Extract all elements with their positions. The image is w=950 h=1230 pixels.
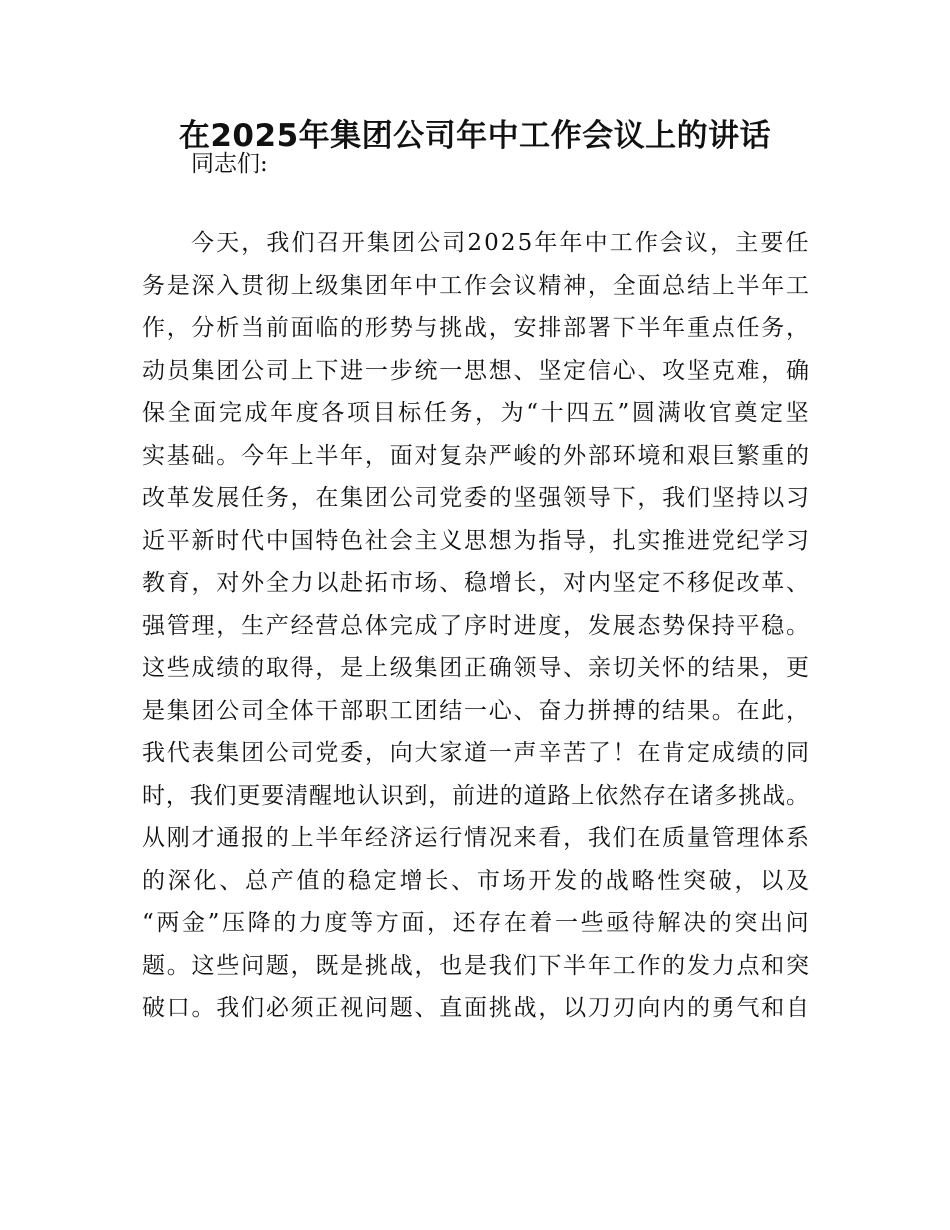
paragraph-line: 破口。我们必须正视问题、直面挑战，以刀刃向内的勇气和自: [142, 995, 811, 1021]
paragraph-line: 强管理，生产经营总体完成了序时进度，发展态势保持平稳。: [142, 612, 811, 639]
paragraph-line: 作，分析当前面临的形势与挑战，安排部署下半年重点任务，: [142, 315, 811, 341]
paragraph-line: 教育，对外全力以赴拓市场、稳增长，对内坚定不移促改革、: [142, 570, 811, 596]
paragraph-line: “两金”压降的力度等方面，还存在着一些亟待解决的突出问: [142, 910, 812, 936]
paragraph-line: 务是深入贯彻上级集团年中工作会议精神，全面总结上半年工: [142, 272, 811, 299]
paragraph-line: 保全面完成年度各项目标任务，为“十四五”圆满收官奠定坚: [142, 400, 812, 426]
paragraph-line: 我代表集团公司党委，向大家道一声辛苦了！在肯定成绩的同: [142, 740, 811, 766]
paragraph-line: 近平新时代中国特色社会主义思想为指导，扎实推进党纪学习: [142, 527, 811, 554]
paragraph-line: 动员集团公司上下进一步统一思想、坚定信心、攻坚克难，确: [142, 357, 811, 384]
paragraph-line: 从刚才通报的上半年经济运行情况来看，我们在质量管理体系: [142, 825, 811, 851]
paragraph-line: 这些成绩的取得，是上级集团正确领导、亲切关怀的结果，更: [142, 655, 811, 681]
paragraph-line: 时，我们更要清醒地认识到，前进的道路上依然存在诸多挑战。: [142, 782, 810, 809]
paragraph-line: 实基础。今年上半年，面对复杂严峻的外部环境和艰巨繁重的: [142, 442, 811, 469]
paragraph-line: 是集团公司全体干部职工团结一心、奋力拼搏的结果。在此，: [142, 697, 811, 724]
paragraph-line: 今天，我们召开集团公司2025年年中工作会议，主要任: [191, 230, 811, 256]
paragraph-line: 改革发展任务，在集团公司党委的坚强领导下，我们坚持以习: [142, 485, 811, 511]
document-title: 在2025年集团公司年中工作会议上的讲话: [178, 118, 772, 154]
paragraph-line: 题。这些问题，既是挑战，也是我们下半年工作的发力点和突: [142, 952, 811, 979]
paragraph-line: 的深化、总产值的稳定增长、市场开发的战略性突破，以及: [142, 867, 812, 894]
salutation: 同志们:: [191, 151, 268, 177]
